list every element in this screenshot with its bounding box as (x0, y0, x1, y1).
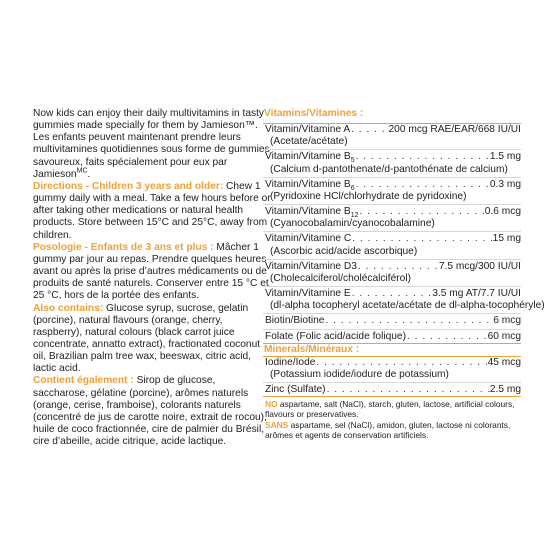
row-divider (263, 313, 521, 314)
leader-dots (324, 315, 493, 327)
vitamin-b5-subscript: 5 (350, 157, 355, 165)
iodine-row (263, 357, 521, 369)
vitamin-b5-row (263, 151, 521, 163)
intro-english: Now kids can enjoy their daily multivitamins in tasty gummies made specially for them by Jamieson™. (33, 108, 265, 132)
leader-dots (315, 357, 487, 369)
vitamin-e-source: (dl-alpha tocopheryl acetate/acétate de dl-alpha-tocophéryle) (270, 300, 545, 312)
vitamin-d3-row (263, 261, 521, 273)
trademark-mark: MC (76, 167, 88, 175)
vitamin-e-row (263, 288, 521, 300)
vitamin-b6-name (265, 179, 355, 191)
vitamin-b12-subscript: 12 (350, 212, 359, 220)
iodine-name: Iodine/Iode (265, 356, 316, 368)
no-text: aspartame, salt (NaCl), starch, gluten, lactose, artificial colours, flavours or preservatives. (265, 399, 515, 420)
right-column (263, 108, 545, 441)
vitamin-b5-source: (Calcium d-pantothenate/d-pantothénate de calcium) (270, 163, 508, 175)
biotin-row (263, 315, 521, 327)
leader-dots (351, 288, 433, 300)
vitamin-b5-name (265, 151, 355, 163)
folate-value: 60 mcg (487, 330, 521, 342)
vitamin-b12-label: Vitamin/Vitamine B (265, 206, 351, 218)
vitamin-b6-subscript: 6 (350, 184, 355, 192)
biotin-name: Biotin/Biotine (265, 315, 325, 327)
intro-french (33, 132, 273, 181)
row-divider (263, 382, 521, 383)
vitamin-a-value: 200 mcg RAE/EAR/668 IU/UI (388, 124, 521, 136)
sans-text: aspartame, sel (NaCl), amidon, gluten, lactose ni colorants, arômes et agents de conservation artificiels. (265, 420, 511, 441)
vitamin-b5-value: 1.5 mg (489, 151, 521, 163)
row-divider (263, 204, 521, 205)
vitamin-b12-value: 0.6 mcg (484, 206, 521, 218)
left-column (33, 108, 273, 448)
vitamin-d3-value: 7.5 mcg/300 IU/UI (438, 260, 521, 272)
vitamin-b5-label: Vitamin/Vitamine B (265, 151, 351, 163)
posologie-label: Posologie - Enfants de 3 ans et plus : (33, 241, 214, 253)
row-divider (263, 329, 521, 330)
vitamin-c-source: (Ascorbic acid/acide ascorbique) (270, 245, 418, 257)
contient-label: Contient également : (33, 375, 134, 387)
leader-dots (351, 233, 492, 245)
leader-dots (357, 261, 439, 273)
vitamin-b6-label: Vitamin/Vitamine B (265, 178, 351, 190)
leader-dots (326, 384, 490, 396)
leader-dots (355, 179, 490, 191)
directions-label: Directions - Children 3 years and older: (33, 180, 224, 192)
row-divider (263, 259, 521, 260)
row-divider (263, 177, 521, 178)
vitamin-b6-row (263, 179, 521, 191)
biotin-value: 6 mcg (493, 315, 521, 327)
vitamin-b6-source: (Pyridoxine HCl/chlorhydrate de pyridoxine) (270, 190, 467, 202)
contains-paragraph (33, 303, 273, 376)
intro-french-end: . (87, 168, 91, 180)
row-divider (263, 149, 521, 150)
minerals-header: Minerals/Minéraux : (264, 343, 360, 355)
leader-dots (406, 331, 488, 343)
intro-french-text: Les enfants peuvent maintenant prendre leurs multivitamines quotidiennes sous forme de gummies savoureux, faits spécialement pour eux par Jamieson (33, 132, 270, 180)
contains-label: Also contains: (33, 302, 104, 314)
vitamin-b6-value: 0.3 mg (489, 178, 521, 190)
row-divider (263, 231, 521, 232)
vitamin-e-value: 3.5 mg AT/7.7 IU/UI (432, 288, 521, 300)
sans-label: SANS (265, 420, 289, 431)
vitamin-a-source: (Acetate/acétate) (270, 136, 348, 148)
vitamin-c-row (263, 233, 521, 245)
vitamin-d3-source: (Cholecalciferol/cholécalciférol) (270, 272, 411, 284)
vitamin-c-value: 15 mg (492, 233, 521, 245)
vitamin-b12-source: (Cyanocobalamin/cyanocobalamine) (270, 218, 435, 230)
iodine-value: 45 mcg (487, 356, 521, 368)
directions-paragraph (33, 181, 273, 242)
sans-statement-fr (263, 420, 521, 440)
vitamin-c-name: Vitamin/Vitamine C (265, 233, 352, 245)
footer-rule (263, 396, 521, 397)
vitamin-b12-name (265, 206, 359, 218)
vitamin-b12-row (263, 206, 521, 218)
zinc-row (263, 384, 521, 396)
folate-name: Folate (Folic acid/acide folique) (265, 330, 406, 342)
posologie-text: Mâcher 1 gummy par jour au repas. Prendre quelques heures avant ou après la prise d’autres médicaments ou de produits de santé naturels. Conserver entre 15 °C et 25 °C, hors de la portée des enfants. (33, 241, 269, 302)
leader-dots (359, 206, 485, 218)
vitamin-a-row (263, 124, 521, 136)
directions-text: Chew 1 gummy daily with a meal. Take a few hours before or after taking other medications or natural health products. Store between 15°C and 25°C, away from children. (33, 180, 271, 241)
vitamin-a-name: Vitamin/Vitamine A (265, 124, 351, 136)
leader-dots (350, 124, 388, 136)
contains-text: Glucose syrup, sucrose, gelatin (porcine), natural flavours (orange, cherry, raspberry), natural colours (black carrot juice concentrate, annatto extract), fractionated coconut oil, Brazilian palm tree wax, beeswax, citric acid, lactic acid. (33, 302, 261, 375)
vitamin-e-name: Vitamin/Vitamine E (265, 288, 351, 300)
row-divider (263, 286, 521, 287)
zinc-name: Zinc (Sulfate) (265, 384, 326, 396)
leader-dots (355, 151, 490, 163)
posologie-paragraph (33, 242, 273, 303)
iodine-source: (Potassium iodide/iodure de potassium) (270, 368, 449, 380)
no-label: NO (265, 399, 278, 410)
vitamins-header: Vitamins/Vitamines : (264, 108, 364, 119)
vitamin-d3-name: Vitamin/Vitamine D3 (265, 260, 357, 272)
contient-text: Sirop de glucose, saccharose, gélatine (porcine), arômes naturels (orange, cerise, framboise), colorants naturels (concentré de jus de carotte noire, extrait de rocou), huile de coco fractionnée, cire de palmier du Brésil, cire d’abeille, acide citrique, acide lactique. (33, 375, 267, 448)
contient-paragraph (33, 375, 273, 448)
no-statement-en (263, 399, 521, 419)
folate-row (263, 331, 521, 343)
zinc-value: 2.5 mg (489, 384, 521, 396)
